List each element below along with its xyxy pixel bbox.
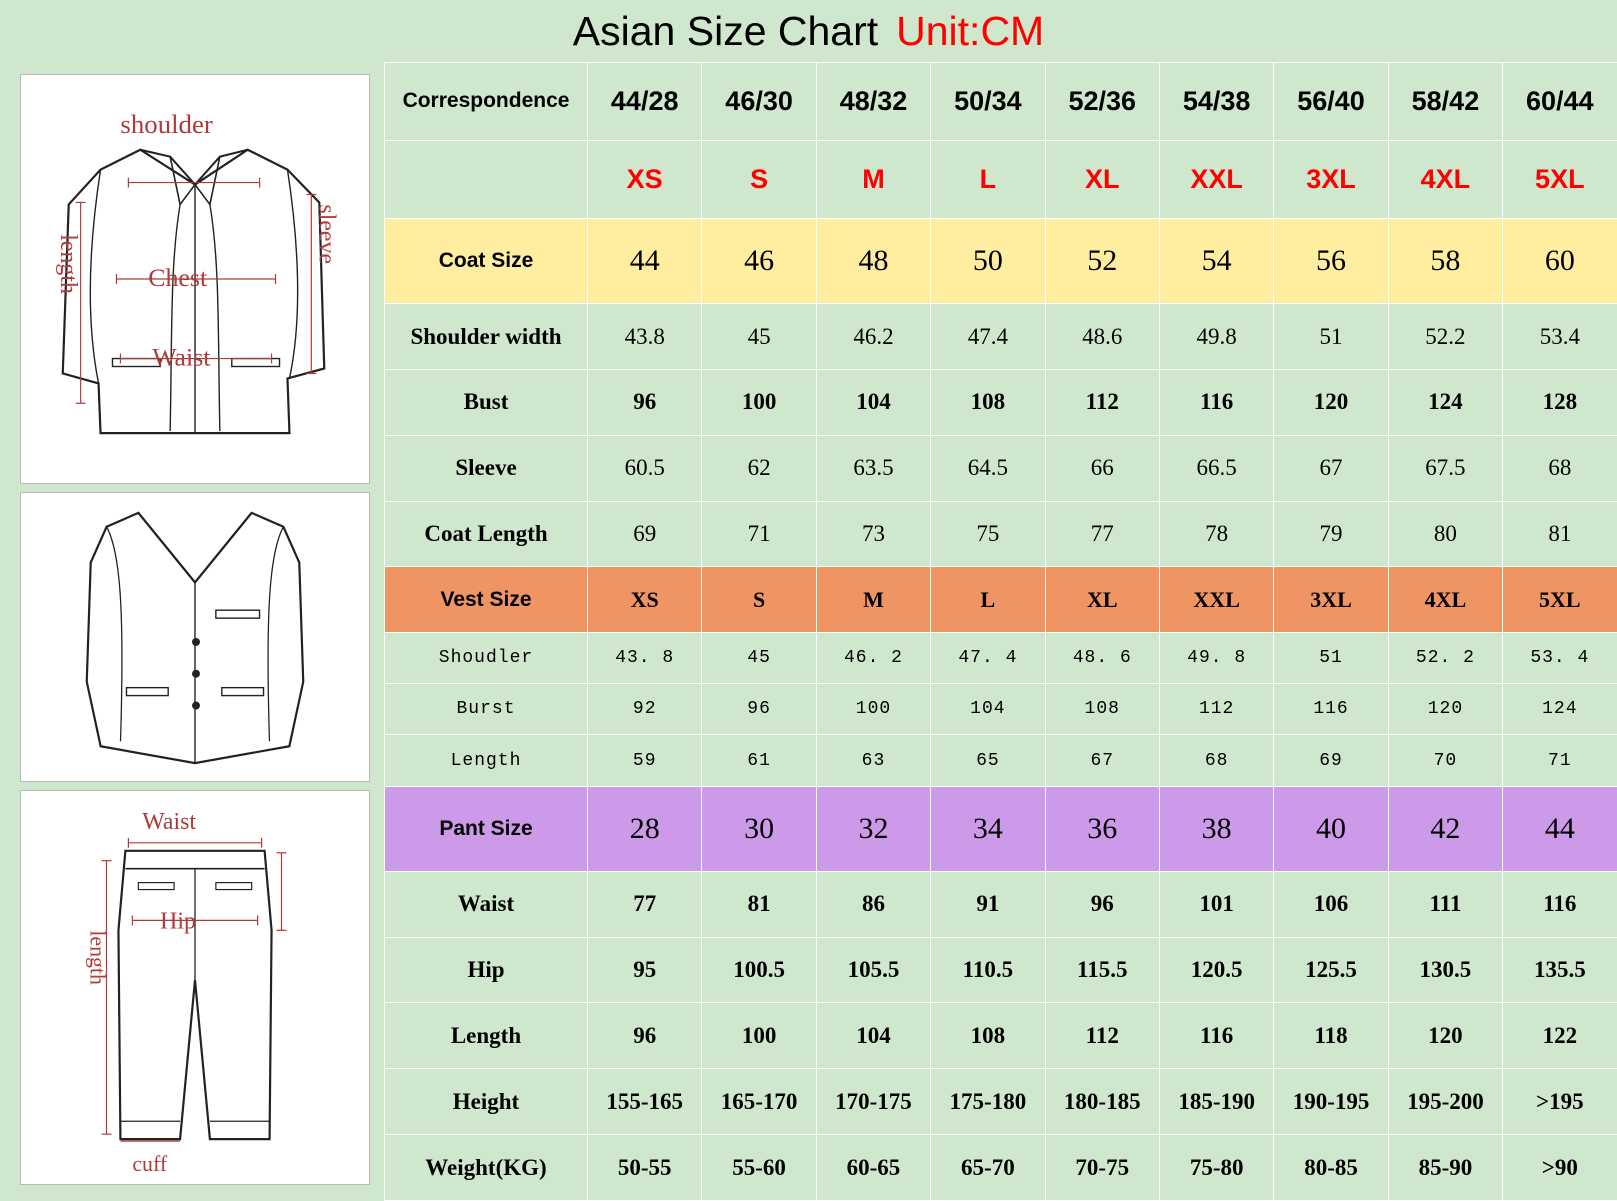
cell: 28 [588,786,702,871]
cell: 66.5 [1159,435,1273,501]
cell: 45 [702,633,816,684]
cell: 104 [816,370,930,436]
cell: 100 [816,684,930,735]
illustration-column [0,62,384,1201]
table-row [385,304,1617,370]
cell: 108 [931,1003,1045,1069]
row-label: Weight(KG) [385,1135,588,1201]
cell: 52. 2 [1388,633,1502,684]
svg-text:length: length [54,234,81,294]
cell: 180-185 [1045,1069,1159,1135]
cell: 30 [702,786,816,871]
cell: 54 [1159,218,1273,303]
table-row [385,1003,1617,1069]
svg-text:sleeve: sleeve [313,204,340,265]
cell: 32 [816,786,930,871]
row-label: Waist [385,871,588,937]
cell: >90 [1503,1135,1617,1201]
row-label: Coat Length [385,501,588,567]
coat-diagram [20,74,370,484]
cell: 49. 8 [1159,633,1273,684]
cell: 105.5 [816,937,930,1003]
cell: 79 [1274,501,1388,567]
cell: 100 [702,370,816,436]
row-label: Pant Size [385,786,588,871]
table-row [385,684,1617,735]
cell: 71 [1503,735,1617,786]
cell: 96 [1045,871,1159,937]
cell: XL [1045,140,1159,218]
cell: 108 [1045,684,1159,735]
svg-text:Waist: Waist [142,808,197,835]
cell: 185-190 [1159,1069,1273,1135]
cell: 80-85 [1274,1135,1388,1201]
row-label: Sleeve [385,435,588,501]
cell: XS [588,567,702,633]
cell: 120.5 [1159,937,1273,1003]
cell: 46. 2 [816,633,930,684]
cell: 155-165 [588,1069,702,1135]
cell: 92 [588,684,702,735]
row-label: Correspondence [385,63,588,141]
cell: 55-60 [702,1135,816,1201]
cell: 50/34 [931,63,1045,141]
cell: 56 [1274,218,1388,303]
cell: 46.2 [816,304,930,370]
cell: 165-170 [702,1069,816,1135]
cell: 100.5 [702,937,816,1003]
cell: 70 [1388,735,1502,786]
cell: 130.5 [1388,937,1502,1003]
table-row [385,435,1617,501]
cell: 5XL [1503,567,1617,633]
cell: 101 [1159,871,1273,937]
cell: 175-180 [931,1069,1045,1135]
cell: 135.5 [1503,937,1617,1003]
cell: 69 [588,501,702,567]
row-label: Length [385,1003,588,1069]
pant-diagram [20,790,370,1185]
cell: M [816,567,930,633]
row-label: Coat Size [385,218,588,303]
cell: 67 [1274,435,1388,501]
table-row [385,1069,1617,1135]
row-label: Shoulder width [385,304,588,370]
cell: 120 [1388,684,1502,735]
cell: 116 [1159,370,1273,436]
cell: 106 [1274,871,1388,937]
svg-text:shoulder: shoulder [120,108,213,139]
cell: 111 [1388,871,1502,937]
cell: 81 [1503,501,1617,567]
cell: 104 [931,684,1045,735]
cell: 85-90 [1388,1135,1502,1201]
cell: 75 [931,501,1045,567]
cell: 50-55 [588,1135,702,1201]
cell: 81 [702,871,816,937]
row-label: Length [385,735,588,786]
cell: 70-75 [1045,1135,1159,1201]
cell: 124 [1388,370,1502,436]
cell: >195 [1503,1069,1617,1135]
cell: 80 [1388,501,1502,567]
cell: 36 [1045,786,1159,871]
row-label: Shoudler [385,633,588,684]
cell: 128 [1503,370,1617,436]
table-row [385,218,1617,303]
cell: 124 [1503,684,1617,735]
cell: 66 [1045,435,1159,501]
cell: 125.5 [1274,937,1388,1003]
row-label: Height [385,1069,588,1135]
cell: 71 [702,501,816,567]
title-text: Asian Size Chart [572,7,879,54]
cell: 51 [1274,633,1388,684]
svg-text:Hip: Hip [160,908,196,935]
cell: 73 [816,501,930,567]
row-label: Vest Size [385,567,588,633]
cell: 96 [588,370,702,436]
cell: 68 [1159,735,1273,786]
cell: 69 [1274,735,1388,786]
cell: 50 [931,218,1045,303]
cell: 60 [1503,218,1617,303]
cell: 48. 6 [1045,633,1159,684]
cell: XXL [1159,140,1273,218]
cell: 63.5 [816,435,930,501]
cell: 4XL [1388,140,1502,218]
table-row [385,633,1617,684]
cell: 54/38 [1159,63,1273,141]
cell: 46/30 [702,63,816,141]
cell: 86 [816,871,930,937]
cell: 78 [1159,501,1273,567]
cell: 61 [702,735,816,786]
cell: 43. 8 [588,633,702,684]
cell: 46 [702,218,816,303]
cell: 67.5 [1388,435,1502,501]
cell: 65-70 [931,1135,1045,1201]
cell: 118 [1274,1003,1388,1069]
cell: 112 [1045,370,1159,436]
cell: 44 [588,218,702,303]
cell: 53. 4 [1503,633,1617,684]
cell: 34 [931,786,1045,871]
cell: 3XL [1274,140,1388,218]
cell: 77 [1045,501,1159,567]
cell: 63 [816,735,930,786]
cell: 45 [702,304,816,370]
row-label: Bust [385,370,588,436]
cell: 59 [588,735,702,786]
cell: 47.4 [931,304,1045,370]
cell: 116 [1503,871,1617,937]
cell: 56/40 [1274,63,1388,141]
cell: 51 [1274,304,1388,370]
cell: 122 [1503,1003,1617,1069]
cell: 3XL [1274,567,1388,633]
cell: 42 [1388,786,1502,871]
svg-text:Waist: Waist [152,342,211,372]
cell: 75-80 [1159,1135,1273,1201]
table-row [385,786,1617,871]
cell: 4XL [1388,567,1502,633]
cell: 100 [702,1003,816,1069]
svg-text:length: length [85,930,110,985]
cell: 52/36 [1045,63,1159,141]
cell: 38 [1159,786,1273,871]
cell: L [931,140,1045,218]
table-row [385,567,1617,633]
cell: L [931,567,1045,633]
cell: 67 [1045,735,1159,786]
cell: 47. 4 [931,633,1045,684]
cell: S [702,140,816,218]
cell: 116 [1274,684,1388,735]
row-label: Hip [385,937,588,1003]
cell: 48.6 [1045,304,1159,370]
vest-diagram [20,492,370,782]
table-row [385,501,1617,567]
table-row [385,871,1617,937]
cell: 77 [588,871,702,937]
cell: 120 [1274,370,1388,436]
cell: 52.2 [1388,304,1502,370]
cell: 116 [1159,1003,1273,1069]
cell: 60/44 [1503,63,1617,141]
table-row [385,370,1617,436]
table-row [385,937,1617,1003]
size-table-wrapper [384,62,1617,1201]
cell: 5XL [1503,140,1617,218]
cell: 104 [816,1003,930,1069]
cell: 60.5 [588,435,702,501]
cell: S [702,567,816,633]
cell: 112 [1045,1003,1159,1069]
cell: 110.5 [931,937,1045,1003]
cell: 115.5 [1045,937,1159,1003]
cell: 170-175 [816,1069,930,1135]
cell: 40 [1274,786,1388,871]
cell: 65 [931,735,1045,786]
cell: 49.8 [1159,304,1273,370]
cell: 43.8 [588,304,702,370]
cell: M [816,140,930,218]
cell: 48/32 [816,63,930,141]
cell: 48 [816,218,930,303]
cell: 58 [1388,218,1502,303]
cell: 96 [702,684,816,735]
cell: 60-65 [816,1135,930,1201]
svg-text:cuff: cuff [132,1151,168,1176]
cell: 64.5 [931,435,1045,501]
page-title [0,0,1617,62]
cell: 44 [1503,786,1617,871]
row-label: Burst [385,684,588,735]
cell: 52 [1045,218,1159,303]
cell: 91 [931,871,1045,937]
cell: 96 [588,1003,702,1069]
row-label [385,140,588,218]
cell: 58/42 [1388,63,1502,141]
asian-size-table [384,62,1617,1201]
cell: 95 [588,937,702,1003]
cell: 62 [702,435,816,501]
table-row [385,63,1617,141]
cell: XXL [1159,567,1273,633]
table-row [385,1135,1617,1201]
cell: XL [1045,567,1159,633]
svg-text:Chest: Chest [148,262,208,292]
cell: 112 [1159,684,1273,735]
cell: 108 [931,370,1045,436]
cell: 68 [1503,435,1617,501]
table-row [385,735,1617,786]
cell: XS [588,140,702,218]
cell: 120 [1388,1003,1502,1069]
cell: 195-200 [1388,1069,1502,1135]
cell: 44/28 [588,63,702,141]
cell: 190-195 [1274,1069,1388,1135]
cell: 53.4 [1503,304,1617,370]
table-row [385,140,1617,218]
title-unit-text: Unit:CM [896,7,1045,54]
